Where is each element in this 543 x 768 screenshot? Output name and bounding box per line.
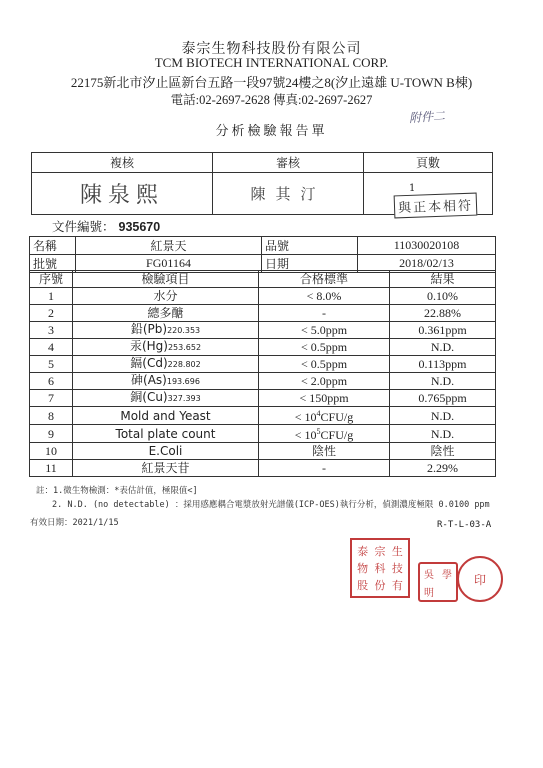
standard-part: < 10 [294, 428, 317, 442]
col-header-result: 結果 [390, 271, 496, 288]
approver-header: 審核 [213, 153, 364, 173]
table-row [30, 390, 496, 407]
date-label: 日期 [262, 255, 358, 273]
doc-number-label: 文件編號 [52, 219, 103, 234]
standard-part: CFU/g [320, 428, 354, 442]
standard-part: < 10 [294, 410, 317, 424]
test-item-label: 鉛(Pb) [130, 322, 168, 336]
approver-signature: 陳其汀 [213, 173, 364, 215]
seal-glyph: 技 [391, 561, 403, 575]
standard: 陰性 [259, 443, 390, 460]
table-row [30, 407, 496, 425]
result: 陰性 [390, 443, 496, 460]
company-phone: 電話:02-2697-2628 傳真:02-2697-2627 [170, 93, 373, 107]
test-item [73, 339, 259, 356]
result: N.D. [390, 407, 496, 425]
test-item [73, 425, 259, 443]
person-seal [418, 562, 458, 602]
row-number: 9 [30, 425, 73, 443]
results-table [29, 270, 496, 477]
seal-glyph: 物 [357, 561, 369, 575]
row-number: 11 [30, 460, 73, 477]
standard: < 8.0% [259, 288, 390, 305]
standard: < 2.0ppm [259, 373, 390, 390]
wavelength: 228.802 [167, 360, 201, 369]
test-item-label: 總多醣 [147, 306, 184, 320]
test-item-label: 水分 [153, 289, 178, 303]
standard: < 150ppm [259, 390, 390, 407]
batch-value: FG01164 [76, 255, 262, 273]
report-title: 分析檢驗報告單 [215, 124, 328, 139]
col-header-no: 序號 [30, 271, 73, 288]
company-seal [350, 538, 410, 598]
row-number: 4 [30, 339, 73, 356]
standard: - [259, 305, 390, 322]
test-item [73, 390, 259, 407]
test-item-label: 汞(Hg) [129, 339, 168, 353]
reviewer-signature: 陳泉熙 [32, 173, 213, 215]
test-item [73, 407, 259, 425]
row-number: 5 [30, 356, 73, 373]
result: N.D. [390, 339, 496, 356]
round-seal: 印 [457, 556, 503, 602]
results-rows [30, 288, 496, 477]
table-row [30, 425, 496, 443]
standard: < 0.5ppm [259, 356, 390, 373]
standard [259, 407, 390, 425]
product-info-table [29, 236, 496, 273]
seal-glyph: 泰 [357, 544, 369, 558]
test-item [73, 288, 259, 305]
test-item-label: Total plate count [115, 426, 216, 441]
valid-date: 有效日期：2021/1/15 [30, 518, 119, 528]
test-item-label: Mold and Yeast [120, 408, 211, 423]
standard-part: 4 [316, 409, 321, 418]
batch-label: 批號 [30, 255, 76, 273]
test-item-label: E.Coli [148, 444, 183, 458]
company-name-en: TCM BIOTECH INTERNATIONAL CORP. [154, 55, 389, 70]
seal-glyph: 份 [374, 579, 386, 593]
seal-glyph: 生 [391, 544, 403, 558]
test-item [73, 460, 259, 477]
col-header-standard: 合格標準 [259, 271, 390, 288]
note-microbial: 註：1.微生物檢測：*表估計值，極限值<] [36, 486, 198, 496]
standard: < 0.5ppm [259, 339, 390, 356]
table-row [30, 339, 496, 356]
test-item [73, 322, 259, 339]
result: 0.765ppm [390, 390, 496, 407]
table-row [30, 322, 496, 339]
standard: - [259, 460, 390, 477]
wavelength: 220.353 [167, 326, 201, 335]
reviewer-header: 複核 [32, 153, 213, 173]
product-no-label: 品號 [262, 237, 358, 255]
name-value: 紅景天 [76, 237, 262, 255]
form-code: R-T-L-03-A [437, 520, 492, 530]
standard-part: 5 [316, 427, 321, 436]
company-address: 22175新北市汐止區新台五路一段97號24樓之8(汐止遠雄 U-TOWN B棟) [70, 75, 473, 90]
row-number: 6 [30, 373, 73, 390]
test-item-label: 鎘(Cd) [130, 356, 168, 370]
test-item [73, 373, 259, 390]
row-number: 8 [30, 407, 73, 425]
table-row [30, 288, 496, 305]
wavelength: 253.652 [167, 343, 202, 352]
note-nd: 2. N.D. (no detectable) ：採用感應耦合電漿放射光譜儀(ICP-OES)執行分析，偵測濃度極限 0.0100 ppm [52, 500, 490, 510]
standard: < 5.0ppm [259, 322, 390, 339]
seal-glyph: 明 [424, 587, 434, 599]
row-number: 7 [30, 390, 73, 407]
table-row [30, 443, 496, 460]
row-number: 1 [30, 288, 73, 305]
seal-glyph: 吳 [424, 569, 434, 581]
table-row [30, 373, 496, 390]
table-row [30, 305, 496, 322]
test-item [73, 443, 259, 460]
handwritten-annotation: 附件二 [408, 108, 446, 126]
seal-glyph: 有 [391, 579, 403, 593]
date-value: 2018/02/13 [358, 255, 496, 273]
result: 0.10% [390, 288, 496, 305]
company-name-zh: 泰宗生物科技股份有限公司 [181, 41, 362, 57]
result: N.D. [390, 373, 496, 390]
test-item-label: 砷(As) [131, 373, 167, 387]
doc-number: 文件編號： 935670 [52, 219, 161, 234]
standard-part: CFU/g [320, 410, 354, 424]
test-item [73, 356, 259, 373]
row-number: 3 [30, 322, 73, 339]
doc-number-value: 935670 [118, 220, 161, 234]
name-label: 名稱 [30, 237, 76, 255]
seal-glyph: 學 [442, 569, 452, 581]
table-row [30, 356, 496, 373]
row-number: 2 [30, 305, 73, 322]
page-number: 1 [409, 183, 416, 194]
seal-glyph: 股 [357, 579, 369, 593]
wavelength: 327.393 [167, 394, 201, 403]
certified-copy-stamp: 與正本相符 [394, 193, 478, 219]
wavelength: 193.696 [166, 377, 200, 386]
standard [259, 425, 390, 443]
table-row [30, 460, 496, 477]
product-no-value: 11030020108 [358, 237, 496, 255]
result: 22.88% [390, 305, 496, 322]
result: 2.29% [390, 460, 496, 477]
seal-glyph: 科 [374, 561, 386, 575]
col-header-item: 檢驗項目 [73, 271, 259, 288]
page-header: 頁數 [364, 153, 493, 173]
result: 0.361ppm [390, 322, 496, 339]
test-item-label: 銅(Cu) [130, 390, 168, 404]
result: N.D. [390, 425, 496, 443]
test-item [73, 305, 259, 322]
result: 0.113ppm [390, 356, 496, 373]
seal-glyph: 宗 [374, 544, 386, 558]
test-item-label: 紅景天苷 [141, 461, 190, 475]
row-number: 10 [30, 443, 73, 460]
